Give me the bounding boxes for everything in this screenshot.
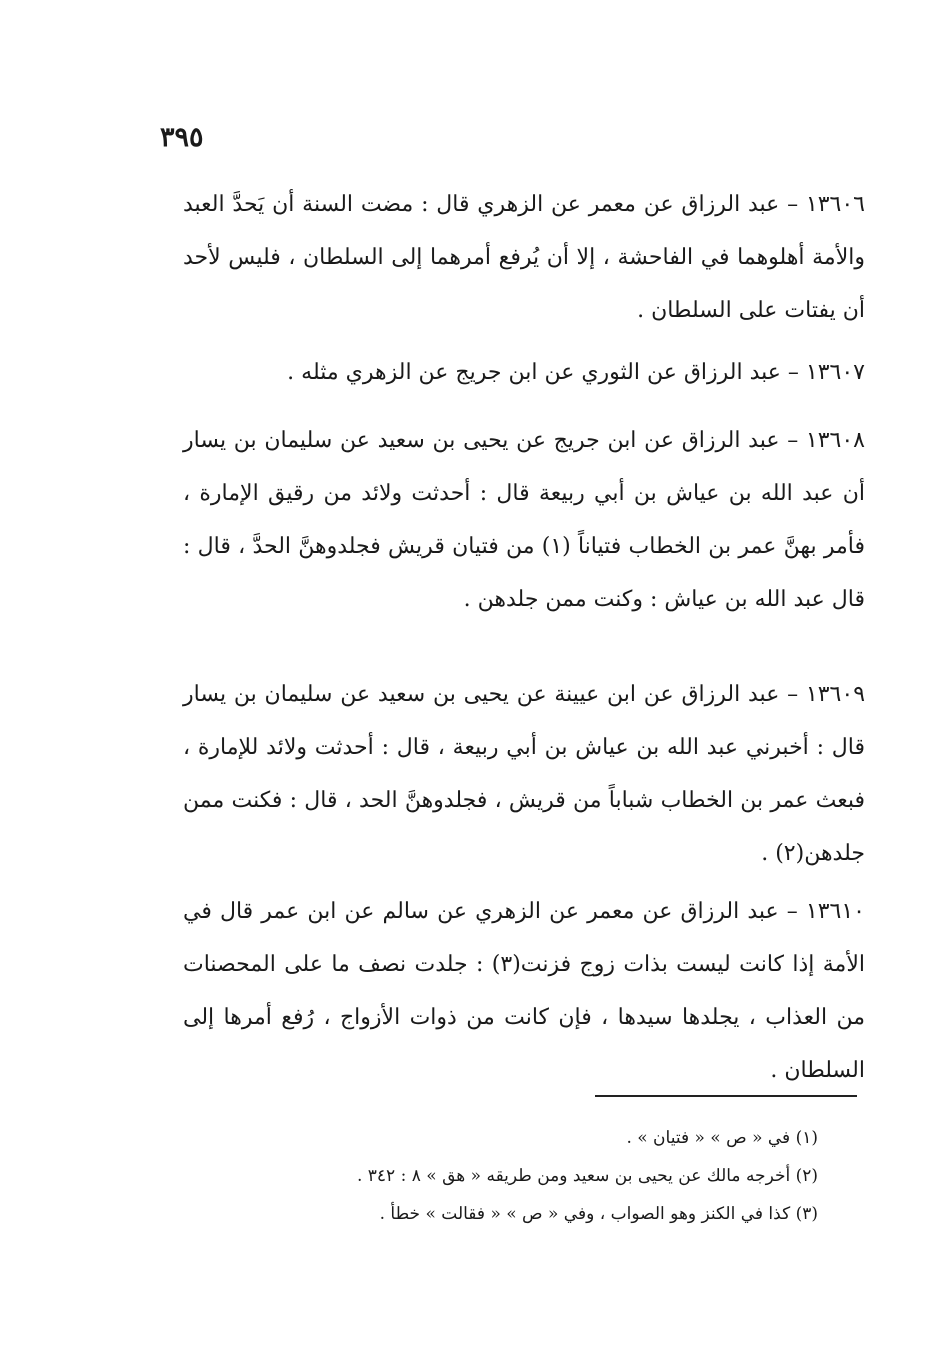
hadith-paragraph-13608: ١٣٦٠٨ – عبد الرزاق عن ابن جريج عن يحيى بن سعيد عن سليمان بن يسار أن عبد الله بن عياش بن أبي ربيعة قال : أحدثت ولائد من رقيق الإمارة ، فأمر بهنَّ عمر بن الخطاب فتياناً (١) من فتيان قريش فجلدوهنَّ الحدَّ ، قال : قال عبد الله بن عياش : وكنت ممن جلدهن . [183, 428, 865, 612]
hadith-paragraph-13607: ١٣٦٠٧ – عبد الرزاق عن الثوري عن ابن جريج عن الزهري مثله . [287, 360, 865, 385]
page-number: ٣٩٥ [160, 122, 204, 153]
hadith-paragraph-13609: ١٣٦٠٩ – عبد الرزاق عن ابن عيينة عن يحيى بن سعيد عن سليمان بن يسار قال : أخبرني عبد الله بن عياش بن أبي ربيعة ، قال : أحدثت ولائد للإمارة ، فبعث عمر بن الخطاب شباباً من قريش ، فجلدوهنَّ الحد ، قال : فكنت ممن جلدهن(٢) . [183, 682, 866, 866]
footnote-1: (١) في « ص » « فتيان » . [626, 1128, 818, 1148]
hadith-paragraph-13610: ١٣٦١٠ – عبد الرزاق عن معمر عن الزهري عن سالم عن ابن عمر قال في الأمة إذا كانت ليست بذات زوج فزنت(٣) : جلدت نصف ما على المحصنات من العذاب ، يجلدها سيدها ، فإن كانت من ذوات الأزواج ، رُفع أمرها إلى السلطان . [183, 899, 865, 1083]
footnote-divider [595, 1095, 857, 1097]
footnote-2: (٢) أخرجه مالك عن يحيى بن سعيد ومن طريقه « هق » ٨ : ٣٤٢ . [356, 1166, 818, 1186]
hadith-paragraph-13606: ١٣٦٠٦ – عبد الرزاق عن معمر عن الزهري قال : مضت السنة أن يَحدَّ العبد والأمة أهلوهما في الفاحشة ، إلا أن يُرفع أمرهما إلى السلطان ، فليس لأحد أن يفتات على السلطان . [183, 192, 865, 323]
footnote-3: (٣) كذا في الكنز وهو الصواب ، وفي « ص » « فقالت » خطأ . [379, 1204, 818, 1224]
